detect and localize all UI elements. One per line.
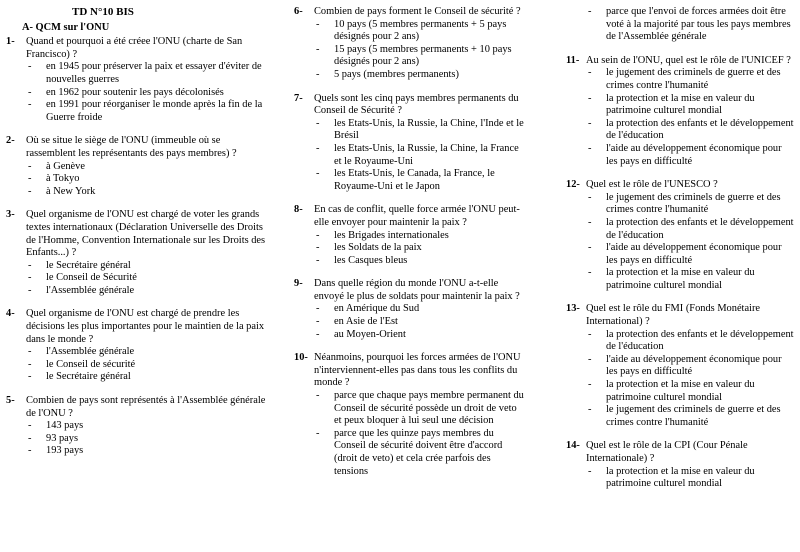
dash-bullet: - bbox=[316, 117, 320, 129]
option-text: à Genève bbox=[46, 160, 85, 172]
question-4 bbox=[6, 308, 270, 384]
answer-option bbox=[26, 272, 270, 285]
dash-bullet: - bbox=[28, 185, 32, 197]
dash-bullet: - bbox=[316, 142, 320, 154]
dash-bullet: - bbox=[588, 267, 592, 279]
question-12 bbox=[566, 179, 794, 292]
question-number: 7- bbox=[294, 92, 303, 104]
answer-option bbox=[586, 466, 794, 491]
option-text: parce que chaque pays membre permanent du Conseil de sécurité possède un droit de veto et peux bloquer à lui seul une décision bbox=[334, 390, 524, 427]
dash-bullet: - bbox=[28, 358, 32, 370]
answer-option bbox=[26, 87, 270, 100]
option-text: en 1991 pour réorganiser le monde après la fin de la Guerre froide bbox=[46, 99, 263, 123]
answer-option bbox=[26, 99, 270, 124]
answer-options bbox=[314, 230, 524, 268]
dash-bullet: - bbox=[28, 420, 32, 432]
option-text: en Amérique du Sud bbox=[334, 303, 420, 315]
question-number: 14- bbox=[566, 440, 580, 452]
answer-options bbox=[26, 260, 270, 298]
dash-bullet: - bbox=[28, 432, 32, 444]
dash-bullet: - bbox=[588, 379, 592, 391]
question-number: 1- bbox=[6, 36, 15, 48]
answer-options bbox=[586, 6, 794, 44]
dash-bullet: - bbox=[316, 18, 320, 30]
dash-bullet: - bbox=[316, 168, 320, 180]
dash-bullet: - bbox=[28, 272, 32, 284]
question-cont bbox=[566, 6, 794, 44]
page-title: TD N°10 BIS bbox=[72, 6, 134, 18]
dash-bullet: - bbox=[588, 353, 592, 365]
answer-options bbox=[586, 329, 794, 430]
question-text: En cas de conflit, quelle force armée l'ONU peut-elle envoyer pour maintenir la paix ? bbox=[314, 204, 520, 228]
answer-option bbox=[314, 329, 524, 342]
question-text: Quel est le rôle de la CPI (Cour Pénale Internationale) ? bbox=[586, 440, 748, 464]
option-text: à Tokyo bbox=[46, 173, 80, 185]
question-text: Quand et pourquoi a été créee l'ONU (charte de San Francisco) ? bbox=[26, 36, 243, 60]
question-text: Quels sont les cinq pays membres permanents du Conseil de Sécurité ? bbox=[314, 92, 519, 117]
answer-option bbox=[26, 186, 270, 199]
option-text: la protection des enfants et le développement de l'éducation bbox=[606, 117, 794, 142]
dash-bullet: - bbox=[28, 284, 32, 296]
question-11 bbox=[566, 55, 794, 168]
option-text: le Secrétaire général bbox=[46, 259, 131, 271]
question-text: Où se situe le siège de l'ONU (immeuble où se rassemblent les représentants des pays membres) ? bbox=[26, 135, 237, 159]
dash-bullet: - bbox=[316, 427, 320, 439]
answer-option bbox=[314, 255, 524, 268]
dash-bullet: - bbox=[316, 328, 320, 340]
answer-option bbox=[586, 6, 794, 44]
dash-bullet: - bbox=[28, 86, 32, 98]
answer-option bbox=[26, 445, 270, 458]
answer-option bbox=[26, 285, 270, 298]
answer-option bbox=[26, 359, 270, 372]
answer-option bbox=[586, 192, 794, 217]
answer-options bbox=[314, 118, 524, 194]
question-text: Dans quelle région du monde l'ONU a-t-elle envoyé le plus de soldats pour maintenir la paix ? bbox=[314, 278, 520, 302]
answer-option bbox=[26, 161, 270, 174]
answer-option bbox=[26, 420, 270, 433]
option-text: en Asie de l'Est bbox=[334, 316, 398, 328]
question-text: Au sein de l'ONU, quel est le rôle de l'UNICEF ? bbox=[586, 54, 791, 66]
answer-option bbox=[586, 118, 794, 143]
dash-bullet: - bbox=[588, 67, 592, 79]
answer-option bbox=[26, 433, 270, 446]
question-number: 8- bbox=[294, 204, 303, 216]
answer-option bbox=[314, 316, 524, 329]
answer-option bbox=[586, 379, 794, 404]
answer-option bbox=[586, 329, 794, 354]
question-5 bbox=[6, 395, 270, 458]
option-text: l'Assemblée générale bbox=[46, 284, 135, 296]
option-text: le Conseil de Sécurité bbox=[46, 272, 137, 284]
question-text: Combien de pays sont représentés à l'Assemblée générale de l'ONU ? bbox=[26, 395, 266, 419]
answer-option bbox=[314, 143, 524, 168]
option-text: 5 pays (membres permanents) bbox=[334, 68, 459, 80]
answer-option bbox=[586, 143, 794, 168]
answer-option bbox=[586, 267, 794, 292]
answer-option bbox=[314, 303, 524, 316]
question-text: Quel organisme de l'ONU est chargé de voter les grands textes internationaux (Déclaration Universelle des Droits de l'Homme, Convention Internationale sur les Droits des Enfants...) ? bbox=[26, 209, 266, 259]
column-3 bbox=[566, 0, 794, 491]
answer-option bbox=[314, 19, 524, 44]
option-text: parce que l'envoi de forces armées doit être voté à la majorité par tous les pays membres de l'Assemblée générale bbox=[606, 6, 791, 43]
question-6 bbox=[294, 6, 524, 82]
option-text: l'aide au développement économique pour les pays en difficulté bbox=[606, 142, 782, 167]
answer-option bbox=[314, 118, 524, 143]
dash-bullet: - bbox=[588, 216, 592, 228]
option-text: les Casques bleus bbox=[334, 254, 408, 266]
dash-bullet: - bbox=[316, 316, 320, 328]
question-3 bbox=[6, 209, 270, 297]
dash-bullet: - bbox=[316, 229, 320, 241]
option-text: le Conseil de sécurité bbox=[46, 358, 136, 370]
answer-options bbox=[314, 303, 524, 341]
dash-bullet: - bbox=[588, 465, 592, 477]
option-text: 193 pays bbox=[46, 445, 84, 457]
option-text: la protection et la mise en valeur du patrimoine culturel mondial bbox=[606, 92, 755, 117]
answer-options bbox=[26, 346, 270, 384]
question-7 bbox=[294, 93, 524, 194]
dash-bullet: - bbox=[28, 61, 32, 73]
question-14 bbox=[566, 440, 794, 490]
question-number: 6- bbox=[294, 6, 303, 17]
answer-option bbox=[26, 61, 270, 86]
option-text: l'Assemblée générale bbox=[46, 346, 135, 358]
answer-option bbox=[26, 173, 270, 186]
answer-options bbox=[586, 67, 794, 168]
question-number: 4- bbox=[6, 308, 15, 320]
option-text: l'aide au développement économique pour les pays en difficulté bbox=[606, 242, 782, 266]
question-text: Quel est le rôle de l'UNESCO ? bbox=[586, 179, 718, 191]
option-text: en 1945 pour préserver la paix et essayer d'éviter de nouvelles guerres bbox=[46, 61, 262, 85]
option-text: les Etats-Unis, la Russie, la Chine, l'Inde et le Brésil bbox=[334, 117, 524, 142]
answer-option bbox=[314, 242, 524, 255]
option-text: le jugement des criminels de guerre et des crimes contre l'humanité bbox=[606, 404, 781, 428]
dash-bullet: - bbox=[316, 254, 320, 266]
option-text: 10 pays (5 membres permanents + 5 pays désignés pour 2 ans) bbox=[334, 18, 507, 43]
answer-options bbox=[26, 420, 270, 458]
dash-bullet: - bbox=[28, 99, 32, 111]
dash-bullet: - bbox=[28, 346, 32, 358]
question-text: Quel organisme de l'ONU est chargé de prendre les décisions les plus importantes pour le maintien de la paix dans le monde ? bbox=[26, 308, 265, 345]
dash-bullet: - bbox=[316, 390, 320, 402]
answer-options bbox=[586, 192, 794, 293]
question-8 bbox=[294, 204, 524, 267]
question-number: 3- bbox=[6, 209, 15, 221]
dash-bullet: - bbox=[588, 191, 592, 203]
dash-bullet: - bbox=[588, 242, 592, 254]
dash-bullet: - bbox=[588, 6, 592, 17]
option-text: la protection et la mise en valeur du patrimoine culturel mondial bbox=[606, 465, 755, 490]
option-text: 143 pays bbox=[46, 420, 84, 432]
question-number: 11- bbox=[566, 54, 580, 66]
option-text: les Soldats de la paix bbox=[334, 242, 422, 254]
answer-option bbox=[314, 390, 524, 428]
option-text: les Etats-Unis, la Russie, la Chine, la France et le Royaume-Uni bbox=[334, 142, 519, 167]
question-2 bbox=[6, 135, 270, 198]
answer-option bbox=[314, 69, 524, 82]
answer-options bbox=[26, 61, 270, 124]
column-2 bbox=[294, 0, 524, 478]
option-text: le jugement des criminels de guerre et des crimes contre l'humanité bbox=[606, 191, 781, 216]
question-9 bbox=[294, 278, 524, 341]
question-number: 12- bbox=[566, 179, 580, 191]
question-text: Néanmoins, pourquoi les forces armées de l'ONU n'interviennent-elles pas dans tous les conflits du monde ? bbox=[314, 352, 521, 389]
question-number: 10- bbox=[294, 352, 308, 364]
answer-option bbox=[586, 404, 794, 429]
dash-bullet: - bbox=[316, 242, 320, 254]
answer-option bbox=[314, 428, 524, 478]
dash-bullet: - bbox=[28, 371, 32, 383]
question-number: 9- bbox=[294, 278, 303, 290]
dash-bullet: - bbox=[28, 173, 32, 185]
column-1 bbox=[6, 0, 270, 458]
question-text: Quel est le rôle du FMI (Fonds Monétaire International) ? bbox=[586, 303, 761, 328]
answer-option bbox=[26, 260, 270, 273]
option-text: en 1962 pour soutenir les pays décolonisés bbox=[46, 86, 224, 98]
question-10 bbox=[294, 352, 524, 478]
answer-option bbox=[586, 242, 794, 267]
option-text: au Moyen-Orient bbox=[334, 328, 406, 340]
dash-bullet: - bbox=[588, 117, 592, 129]
answer-options bbox=[586, 466, 794, 491]
option-text: 15 pays (5 membres permanents + 10 pays désignés pour 2 ans) bbox=[334, 43, 512, 68]
option-text: la protection des enfants et le développement de l'éducation bbox=[606, 328, 794, 353]
answer-option bbox=[26, 346, 270, 359]
answer-option bbox=[586, 354, 794, 379]
option-text: le Secrétaire général bbox=[46, 371, 131, 383]
question-13 bbox=[566, 303, 794, 429]
answer-option bbox=[314, 44, 524, 69]
dash-bullet: - bbox=[28, 445, 32, 457]
option-text: les Brigades internationales bbox=[334, 229, 449, 241]
option-text: les Etats-Unis, le Canada, la France, le Royaume-Uni et le Japon bbox=[334, 168, 495, 192]
option-text: la protection et la mise en valeur du patrimoine culturel mondial bbox=[606, 267, 755, 291]
dash-bullet: - bbox=[588, 328, 592, 340]
dash-bullet: - bbox=[588, 404, 592, 416]
dash-bullet: - bbox=[316, 303, 320, 315]
option-text: parce que les quinze pays membres du Conseil de sécurité doivent être d'accord (droit de veto) et cela crée parfois des tensions bbox=[334, 427, 503, 477]
question-number: 2- bbox=[6, 135, 15, 147]
question-number: 5- bbox=[6, 395, 15, 407]
question-text: Combien de pays forment le Conseil de sécurité ? bbox=[314, 6, 521, 17]
answer-option bbox=[586, 93, 794, 118]
option-text: 93 pays bbox=[46, 432, 79, 444]
section-heading: A- QCM sur l'ONU bbox=[22, 21, 110, 33]
dash-bullet: - bbox=[316, 43, 320, 55]
question-1 bbox=[6, 36, 270, 124]
answer-option bbox=[586, 67, 794, 92]
question-number: 13- bbox=[566, 303, 580, 315]
answer-options bbox=[314, 19, 524, 82]
dash-bullet: - bbox=[588, 92, 592, 104]
option-text: le jugement des criminels de guerre et des crimes contre l'humanité bbox=[606, 67, 781, 91]
option-text: la protection et la mise en valeur du patrimoine culturel mondial bbox=[606, 379, 755, 403]
answer-option bbox=[586, 217, 794, 242]
dash-bullet: - bbox=[588, 142, 592, 154]
answer-options bbox=[26, 161, 270, 199]
dash-bullet: - bbox=[28, 259, 32, 271]
dash-bullet: - bbox=[28, 160, 32, 172]
option-text: l'aide au développement économique pour les pays en difficulté bbox=[606, 353, 782, 378]
answer-options bbox=[314, 390, 524, 478]
dash-bullet: - bbox=[316, 68, 320, 80]
option-text: la protection des enfants et le développement de l'éducation bbox=[606, 216, 794, 241]
answer-option bbox=[314, 168, 524, 193]
answer-option bbox=[314, 230, 524, 243]
option-text: à New York bbox=[46, 185, 96, 197]
answer-option bbox=[26, 371, 270, 384]
